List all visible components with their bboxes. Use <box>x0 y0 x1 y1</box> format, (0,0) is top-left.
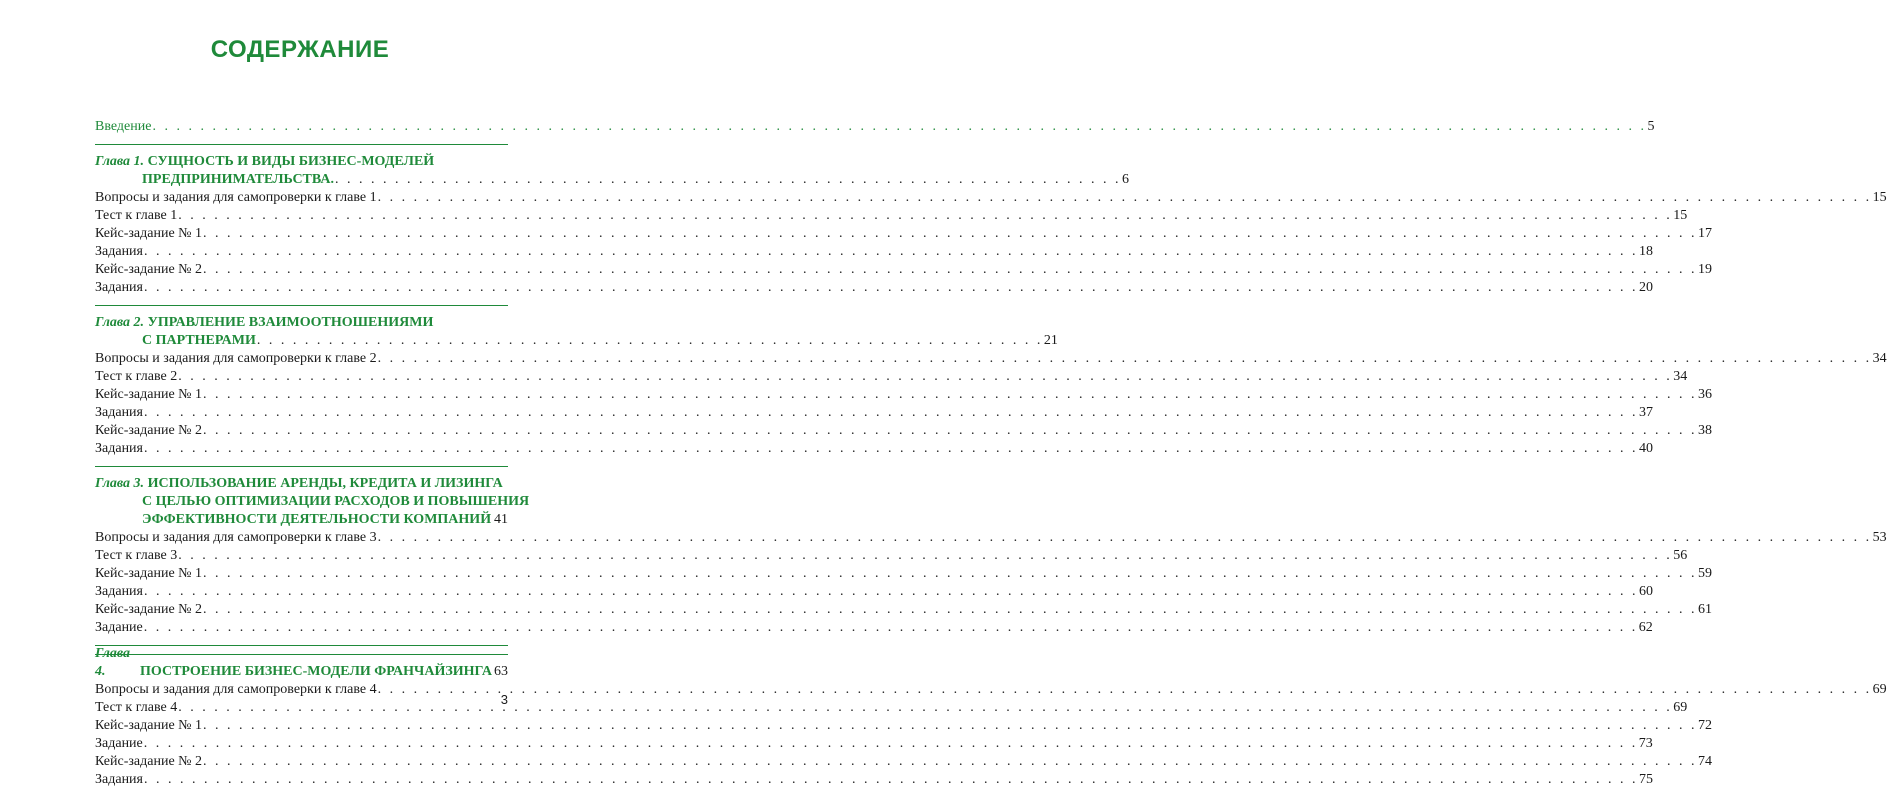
dot-leader <box>378 681 1872 699</box>
dot-leader <box>178 207 1672 225</box>
toc-entry[interactable] <box>95 735 1653 753</box>
dot-leader <box>378 189 1872 207</box>
chapter-title-line: УПРАВЛЕНИЕ ВЗАИМООТНОШЕНИЯМИ <box>147 315 434 330</box>
toc-entry-label: Кейс-задание № 1 <box>95 718 203 733</box>
toc-entry-page: 73 <box>1638 736 1653 751</box>
chapter-title-line: ИСПОЛЬЗОВАНИЕ АРЕНДЫ, КРЕДИТА И ЛИЗИНГА <box>147 476 503 491</box>
chapter-number: Глава 1. <box>95 154 145 169</box>
dot-leader <box>203 386 1697 404</box>
toc-entry-label: Задание <box>95 620 143 635</box>
toc-entry-label: Тест к главе 3 <box>95 548 178 563</box>
toc-entry[interactable] <box>95 547 1688 565</box>
toc-entry-page: 36 <box>1698 387 1713 402</box>
chapter-block <box>95 646 1887 789</box>
dot-leader <box>144 735 1638 753</box>
toc-entry-label: Вопросы и задания для самопроверки к главе 3 <box>95 530 377 545</box>
toc-entry-page: 15 <box>1872 190 1887 205</box>
dot-leader: . . . . . . . . . . . . . . . . . . . . . . . . . . . . . . . . . . . . . . . . . . . . . . . . . . . . . . . . . . . . . . . . . . <box>334 172 1121 187</box>
chapter-block <box>95 475 1887 637</box>
toc-entry-label: Задания <box>95 405 143 420</box>
chapter-number: Глава 2. <box>95 315 145 330</box>
page-number: 3 <box>500 692 508 707</box>
toc-entry-label: Вопросы и задания для самопроверки к главе 1 <box>95 190 377 205</box>
toc-entry[interactable] <box>95 529 1887 547</box>
dot-leader <box>144 583 1638 601</box>
toc-entry[interactable] <box>95 753 1713 771</box>
toc-entry-label: Тест к главе 4 <box>95 700 178 715</box>
toc-entry-page: 56 <box>1673 548 1688 563</box>
chapter-number: Глава 4. <box>95 646 131 679</box>
toc-entry-page: 61 <box>1698 602 1713 617</box>
dot-leader <box>378 529 1872 547</box>
chapter-heading[interactable] <box>95 646 508 681</box>
dot-leader <box>144 404 1638 422</box>
toc-entry-page: 17 <box>1698 226 1713 241</box>
toc-entry-page: 63 <box>494 664 508 679</box>
divider <box>95 466 508 467</box>
chapter-title-line: ПОСТРОЕНИЕ БИЗНЕС-МОДЕЛИ ФРАНЧАЙЗИНГА <box>140 664 492 679</box>
toc-entry-page: 69 <box>1872 682 1887 697</box>
chapter-block <box>95 314 1887 458</box>
toc-entry-label: Тест к главе 1 <box>95 208 178 223</box>
dot-leader <box>178 699 1672 717</box>
toc-entry-label: Кейс-задание № 1 <box>95 226 203 241</box>
chapter-number: Глава 3. <box>95 476 145 491</box>
toc-entry-page: 74 <box>1698 754 1713 769</box>
toc-entry-page: 72 <box>1698 718 1713 733</box>
toc-entry-page: 37 <box>1639 405 1653 420</box>
toc-entry-label: Задание <box>95 736 143 751</box>
toc-entry-page: 19 <box>1698 262 1713 277</box>
toc-entry-page: 18 <box>1639 244 1653 259</box>
toc-entry-label: Задания <box>95 772 143 787</box>
chapter-title-line: С ПАРТНЕРАМИ <box>142 333 256 348</box>
dot-leader <box>178 368 1672 386</box>
chapter-heading[interactable] <box>95 314 1058 350</box>
divider <box>95 305 508 306</box>
toc-entry[interactable] <box>95 404 1653 422</box>
chapter-heading[interactable] <box>95 153 1129 189</box>
dot-leader <box>203 225 1697 243</box>
toc-entry[interactable] <box>95 368 1688 386</box>
toc-entry-label: Кейс-задание № 2 <box>95 423 203 438</box>
toc-entry-page: 38 <box>1698 423 1713 438</box>
dot-leader <box>178 547 1672 565</box>
dot-leader <box>203 717 1697 735</box>
toc-entry-intro[interactable] <box>95 118 1655 136</box>
chapter-title-line: ПРЕДПРИНИМАТЕЛЬСТВА. <box>142 172 334 187</box>
dot-leader: . . . . . . . . . . . . . . . . . . . . . . . . . . . . . . . . . . . . . . . . . . . . . . . . . . . . . . . . . . . . . . . . . . <box>256 333 1043 348</box>
toc-entry[interactable] <box>95 189 1887 207</box>
toc-entry[interactable] <box>95 261 1713 279</box>
toc-entry-label: Кейс-задание № 2 <box>95 262 203 277</box>
toc-entry[interactable] <box>95 279 1653 297</box>
toc-entry-page: 60 <box>1639 584 1653 599</box>
dot-leader <box>144 619 1638 637</box>
toc-entry[interactable] <box>95 565 1713 583</box>
dot-leader <box>203 422 1697 440</box>
dot-leader <box>203 261 1697 279</box>
toc-entry-page: 34 <box>1872 351 1887 366</box>
toc-entry-page: 69 <box>1673 700 1688 715</box>
toc-entry-label: Введение <box>95 119 152 134</box>
toc-entry[interactable] <box>95 601 1713 619</box>
page-title: СОДЕРЖАНИЕ <box>210 36 390 63</box>
dot-leader <box>144 279 1638 297</box>
toc-entry-label: Тест к главе 2 <box>95 369 178 384</box>
chapter-title-line: СУЩНОСТЬ И ВИДЫ БИЗНЕС-МОДЕЛЕЙ <box>147 154 435 169</box>
toc-entry-label: Задания <box>95 441 143 456</box>
divider <box>95 645 508 646</box>
toc-entry[interactable] <box>95 681 1887 699</box>
toc-entry-page: 20 <box>1639 280 1653 295</box>
toc-entry-page: 41 <box>494 512 508 527</box>
toc-entry[interactable] <box>95 440 1653 458</box>
chapter-title-line: ЭФФЕКТИВНОСТИ ДЕЯТЕЛЬНОСТИ КОМПАНИЙ <box>142 512 492 527</box>
toc-entry[interactable] <box>95 386 1713 404</box>
dot-leader <box>144 771 1638 789</box>
toc-entry-label: Вопросы и задания для самопроверки к главе 4 <box>95 682 377 697</box>
dot-leader <box>152 118 1646 136</box>
chapters-list <box>95 153 1887 789</box>
toc-entry[interactable] <box>95 583 1653 601</box>
toc-entry-label: Кейс-задание № 1 <box>95 387 203 402</box>
toc-entry-label: Задания <box>95 584 143 599</box>
toc-entry[interactable] <box>95 350 1887 368</box>
chapter-heading[interactable] <box>95 475 530 529</box>
toc-entry-page: 34 <box>1673 369 1688 384</box>
dot-leader <box>492 511 493 529</box>
toc-entry-label: Задания <box>95 244 143 259</box>
toc-entry[interactable] <box>95 699 1688 717</box>
toc-entry-page: 15 <box>1673 208 1688 223</box>
dot-leader <box>378 350 1872 368</box>
dot-leader <box>203 601 1697 619</box>
chapter-block <box>95 153 1887 297</box>
table-of-contents <box>95 118 1887 789</box>
dot-leader <box>144 440 1638 458</box>
toc-entry-page: 59 <box>1698 566 1713 581</box>
divider <box>95 144 508 145</box>
divider <box>95 654 508 655</box>
dot-leader <box>203 753 1697 771</box>
chapter-title-line: С ЦЕЛЬЮ ОПТИМИЗАЦИИ РАСХОДОВ И ПОВЫШЕНИЯ <box>142 494 530 509</box>
dot-leader <box>144 243 1638 261</box>
toc-entry-label: Задания <box>95 280 143 295</box>
toc-entry-label: Кейс-задание № 2 <box>95 754 203 769</box>
toc-entry[interactable] <box>95 207 1688 225</box>
toc-entry-page: 75 <box>1639 772 1653 787</box>
toc-entry[interactable] <box>95 619 1653 637</box>
toc-entry-label: Кейс-задание № 2 <box>95 602 203 617</box>
dot-leader <box>203 565 1697 583</box>
toc-entry[interactable] <box>95 771 1653 789</box>
toc-entry-page: 40 <box>1639 441 1653 456</box>
toc-entry-label: Кейс-задание № 1 <box>95 566 203 581</box>
toc-entry[interactable] <box>95 717 1713 735</box>
toc-entry-page: 5 <box>1647 119 1655 134</box>
toc-entry-page: 53 <box>1872 530 1887 545</box>
toc-entry[interactable] <box>95 422 1713 440</box>
toc-entry-page: 6 <box>1121 172 1129 187</box>
toc-entry-page: 21 <box>1043 333 1058 348</box>
toc-entry[interactable] <box>95 243 1653 261</box>
toc-entry[interactable] <box>95 225 1713 243</box>
toc-entry-page: 62 <box>1638 620 1653 635</box>
toc-entry-label: Вопросы и задания для самопроверки к главе 2 <box>95 351 377 366</box>
